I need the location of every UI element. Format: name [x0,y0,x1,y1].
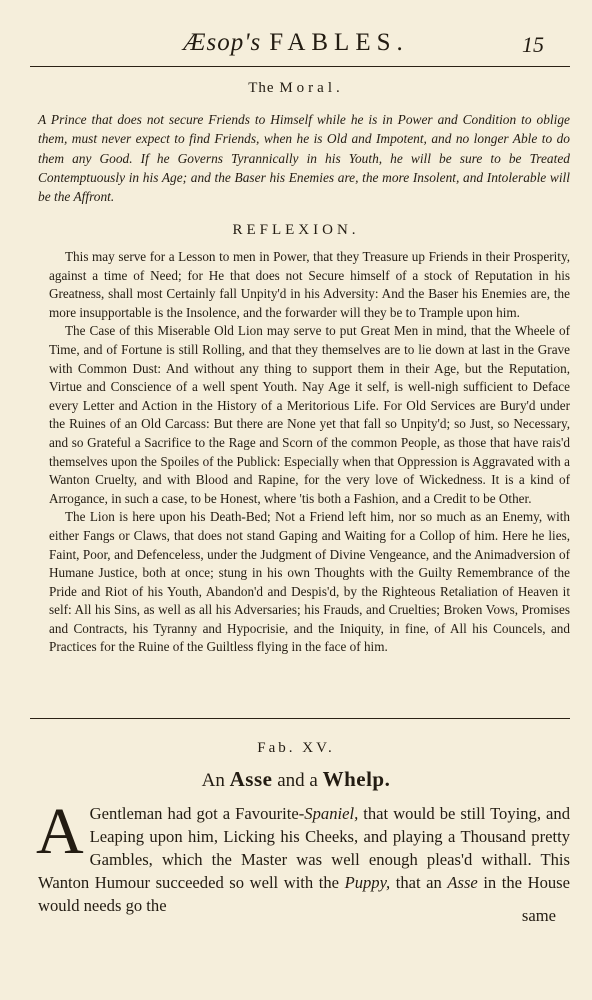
top-rule [30,66,570,67]
fable-title-whelp: Whelp. [322,767,391,791]
running-title-caps: FABLES. [269,29,409,56]
reflexion-paragraph: The Lion is here upon his Death-Bed; Not a Friend left him, nor so much as an Enemy, with either Fangs or Claws, that does not stand Gaping and Waiting for a Collop of him. Here he lies, Faint, Poor, and Defenceless, under the Judgment of Divine Vengeance, and the Animadversion of Humane Justice, both at once; stung in his own Thoughts with the Guilty Remembrance of the Pride and Riot of his Youth, Abandon'd and Despis'd, by the Righteous Retaliation of Heaven it self: All his Sins, as well as all his Adversaries; his Frauds, and Cruelties; Broken Vows, Promises and Contracts, his Tyranny and Hypocrisie, and the Iniquity, in fine, of All his Councels, and Practices for the Ruine of the Guiltless flying in the face of him. [49,509,570,655]
reflexion-paragraph: The Case of this Miserable Old Lion may serve to put Great Men in mind, that the Wheele of Time, and of Fortune is still Rolling, and that they themselves are to lie down at last in the Grave with Common Dust: And without any thing to support them in their Age, but the Reputation, Virtue and Conscience of a well spent Youth. Nay Age it self, is well-nigh sufficient to Deface every Letter and Action in the History of a Meritorious Life. For Old Services are Bury'd under the Ruines of an Old Carcass: But there are None yet that fall so Unpity'd; so Just, so Necessary, and so Grateful a Sacrifice to the Rage and Scorn of the common People, as those that have rais'd themselves upon the Spoiles of the Publick: Especially when that Oppression is Aggravated with a Wanton Cruelty, and with Blood and Rapine, for the very love of Wickedness. It is a kind of Arrogance, in such a case, to be Honest, where 'tis both a Fashion, and a Credit to be Other. [49,323,570,506]
page-number: 15 [522,32,544,57]
fable-text-4: in the House would needs go the [38,873,570,915]
fable-text-2: that would be still Toying, and Leaping upon him, Licking his Cheeks, and playing a Thousand pretty Gambles, which the Master was well enough pleas'd withall. This Wanton Humour succeeded so well with the [38,804,570,892]
fable-paragraph [36,795,570,917]
fable-text-puppy: Puppy, [344,873,391,892]
catchword: same [521,906,556,925]
fable-title-an: An [201,770,225,791]
moral-heading-caps: Moral. [279,80,344,96]
reflexion-heading: REFLEXION. [232,222,360,238]
fable-number: Fab. XV. [257,740,335,756]
reflexion-body [49,248,570,657]
fable-text-asse: Asse [447,873,478,892]
moral-heading-prefix: The [248,80,275,96]
fable-title-asse: Asse [229,767,273,791]
running-title-prefix: Æsop's [183,29,262,56]
reflexion-paragraph: This may serve for a Lesson to men in Power, that they Treasure up Friends in their Prosperity, against a time of Need; for He that does not Secure himself of a stock of Reputation in his Greatness, shall most Certainly fall Unpity'd in his Adversity: And the Baser his Enemies are, the more insupportable is the Insolence, and the forwarder will they be to Trample upon him. [49,249,570,320]
fable-title-and-a: and a [277,770,318,791]
running-head [0,28,592,60]
running-title [0,28,592,58]
section-rule [30,718,570,719]
moral-text: A Prince that does not secure Friends to Himself while he is in Power and Condition to oblige them, must never expect to find Friends, when he is Old and Impotent, and no longer Able to do them any Good. If he Governs Tyrannically in his Youth, he will be sure to be Treated Contemptuously in his Age; and the Baser his Enemies are, the more Insolent, and Intolerable will be the Affront. [38,112,570,205]
fable-body [36,795,570,917]
fable-title [0,766,592,794]
fable-text-3: that an [390,873,448,892]
fable-text-1: Gentleman had got a Favourite- [89,804,305,823]
moral-heading [0,78,592,98]
drop-cap: A [36,795,84,868]
fable-text-spaniel: Spaniel, [304,804,359,823]
